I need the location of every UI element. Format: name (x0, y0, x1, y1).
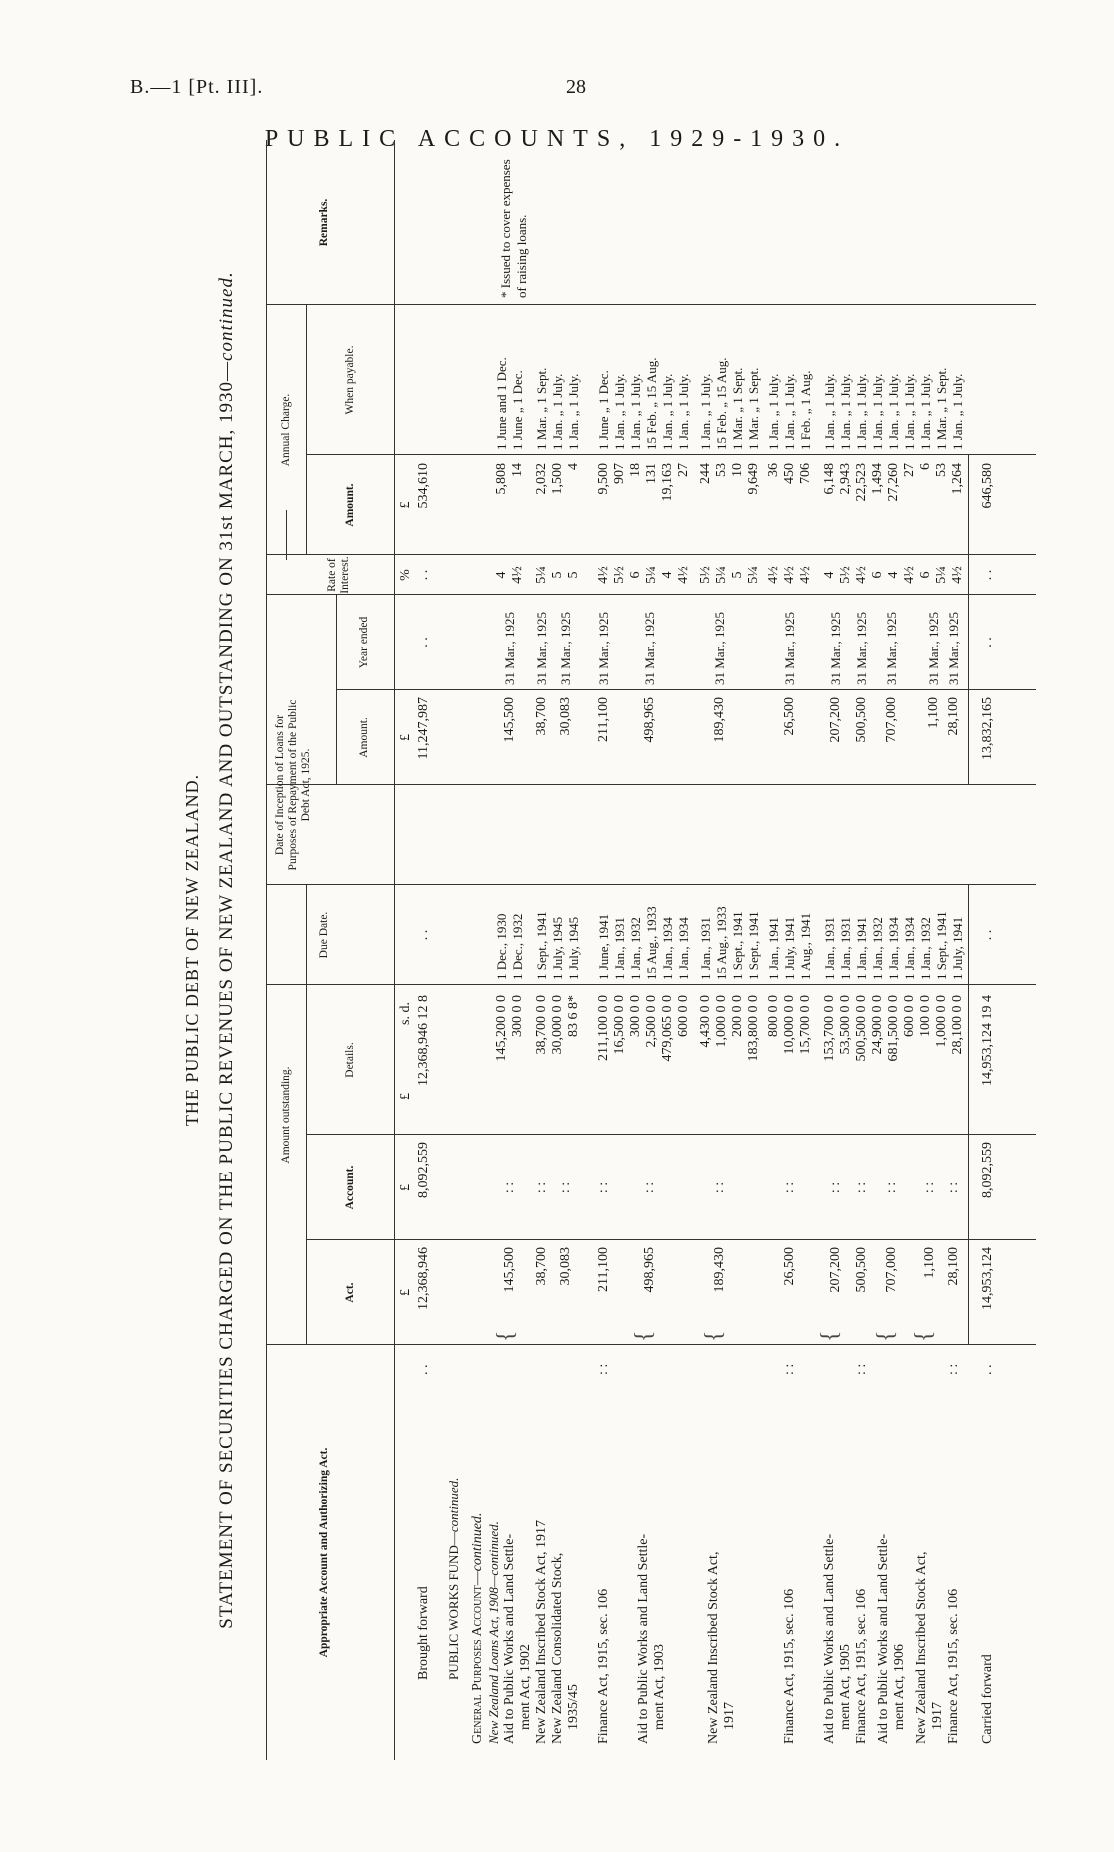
due-date: 15 Aug., 1933 (714, 906, 729, 980)
page-header (0, 0, 1114, 160)
act-line: 1917 (930, 1702, 945, 1730)
rate: 4 (822, 571, 837, 579)
details-value: 1,000 0 0 (934, 995, 949, 1048)
rate: 4½ (854, 566, 869, 584)
details-value: 53,500 0 0 (838, 995, 853, 1055)
account-dots: : : (946, 1181, 961, 1194)
due-date: 1 Dec., 1932 (510, 913, 525, 980)
act-line: Aid to Public Works and Land Settle- (876, 1533, 891, 1744)
due-date: 1 Jan., 1934 (902, 917, 917, 980)
rate: 5¼ (746, 566, 761, 584)
column-rule (266, 884, 1036, 885)
when-payable: 1 Jan. „ 1 July. (676, 373, 691, 450)
account-dots: : : (596, 1181, 611, 1194)
account-dots: : : (828, 1181, 843, 1194)
header-amount-outstanding: Amount outstanding. (280, 1066, 292, 1164)
act-line: Finance Act, 1915, sec. 106 (596, 1588, 611, 1744)
due-date: 1 Aug., 1941 (798, 912, 813, 980)
document-subtitle (216, 140, 238, 1760)
column-rule (266, 984, 1036, 985)
due-date: 1 July, 1945 (550, 916, 565, 980)
unit-pound: £ (398, 1184, 413, 1191)
details-value: 300 0 0 (510, 995, 525, 1037)
brace: { (631, 1330, 657, 1342)
annual-amount: 5,808 (494, 463, 509, 495)
header-appropriate-account: Appropriate Account and Authorizing Act. (318, 1447, 330, 1658)
inception-amount: 1,100 (926, 697, 941, 729)
inception-amount: 28,100 (946, 697, 961, 736)
rate: 5½ (838, 566, 853, 584)
when-payable: 1 Mar. „ 1 Sept. (746, 367, 761, 450)
act-line: Finance Act, 1915, sec. 106 (946, 1588, 961, 1744)
details-value: 16,500 0 0 (612, 995, 627, 1055)
annual-amount: 9,500 (596, 463, 611, 495)
annual-amount: 450 (782, 463, 797, 484)
rate: 5¼ (644, 566, 659, 584)
act-line: ment Act, 1903 (652, 1644, 667, 1730)
when-payable: 1 Jan. „ 1 July. (902, 373, 917, 450)
when-payable: 15 Feb. „ 15 Aug. (644, 357, 659, 450)
due-date: 1 Sept., 1941 (934, 911, 949, 980)
header-annual-amount: Amount. (344, 483, 356, 527)
annual-amount: 4 (566, 463, 581, 470)
subtitle-main: STATEMENT OF SECURITIES CHARGED ON THE PUBLIC REVENUES OF NEW ZEALAND AND OUTSTANDING ON 31st MARCH, 1930— (216, 360, 237, 1629)
annual-amount: 1,500 (550, 463, 565, 495)
when-payable: 1 June „ 1 Dec. (510, 370, 525, 450)
when-payable: 1 Jan. „ 1 July. (950, 373, 965, 450)
details-value: 100 0 0 (918, 995, 933, 1037)
subtitle-continued: continued. (216, 271, 237, 361)
unit-pound: £ (398, 1093, 413, 1100)
amount-outstanding-rule (306, 885, 307, 1345)
act-line: New Zealand Inscribed Stock Act, (706, 1551, 721, 1744)
account-value: 8,092,559 (416, 1142, 431, 1198)
act-line: Aid to Public Works and Land Settle- (502, 1533, 517, 1744)
rate: 4½ (950, 566, 965, 584)
annual-amount: 1,264 (950, 463, 965, 495)
rotated-table-page (170, 140, 1040, 1760)
when-payable: 1 Jan. „ 1 July. (854, 373, 869, 450)
leader-dots: . . (980, 1364, 995, 1375)
brace: { (911, 1330, 937, 1342)
act-line: ment Act, 1906 (892, 1644, 907, 1730)
gpa-continued: continued. (470, 1512, 485, 1572)
when-payable: 1 Jan. „ 1 July. (870, 373, 885, 450)
inception-rule (336, 595, 337, 785)
when-payable: 1 Jan. „ 1 July. (838, 373, 853, 450)
details-value: 30,000 0 0 (550, 995, 565, 1055)
act-line: 1935/45 (566, 1684, 581, 1730)
when-payable: 1 Jan. „ 1 July. (660, 373, 675, 450)
rate: 5½ (698, 566, 713, 584)
header-due-date: Due Date. (318, 911, 330, 959)
due-date: 1 Sept., 1941 (746, 911, 761, 980)
details-value: 12,368,946 12 8 (416, 995, 431, 1086)
year-ended: 31 Mar., 1925 (828, 612, 843, 685)
act-value: 1,100 (922, 1247, 937, 1279)
act-line: ment Act, 1902 (518, 1644, 533, 1730)
header-annual-charge: Annual Charge. (280, 393, 292, 467)
due-date: 1 Jan., 1941 (766, 917, 781, 980)
annual-amount: 22,523 (854, 463, 869, 502)
annual-amount: 9,649 (746, 463, 761, 495)
rate: 4½ (510, 566, 525, 584)
due-date: 1 Jan., 1931 (838, 917, 853, 980)
rate: 5¼ (534, 566, 549, 584)
rate: 6 (628, 571, 643, 579)
annual-amount: 244 (698, 463, 713, 484)
annual-amount: 14 (510, 463, 525, 477)
year-ended: 31 Mar., 1925 (946, 612, 961, 685)
header-year-ended: Year ended (358, 616, 370, 669)
rate: 5 (566, 571, 581, 579)
rate: 5 (550, 571, 565, 579)
due-date: 1 Jan., 1931 (698, 917, 713, 980)
details-value: 145,200 0 0 (494, 995, 509, 1062)
due-date: 1 Jan., 1941 (854, 917, 869, 980)
inception-amount: 211,100 (596, 697, 611, 742)
annual-amount: 27,260 (886, 463, 901, 502)
account-dots: : : (854, 1181, 869, 1194)
annual-amount: 2,943 (838, 463, 853, 495)
when-payable: 1 Mar. „ 1 Sept. (534, 367, 549, 450)
header-act: Act. (344, 1282, 356, 1303)
details-value: 800 0 0 (766, 995, 781, 1037)
due-date: 1 Jan., 1931 (822, 917, 837, 980)
act-line: Aid to Public Works and Land Settle- (636, 1533, 651, 1744)
account-value: 8,092,559 (980, 1142, 995, 1198)
year-ended: 31 Mar., 1925 (642, 612, 657, 685)
act-value: 26,500 (782, 1247, 797, 1286)
act-value: 12,368,946 (416, 1247, 431, 1310)
details-value: 28,100 0 0 (950, 995, 965, 1055)
annual-amount: 10 (730, 463, 745, 477)
rate: 5 (730, 571, 745, 579)
brace: { (817, 1330, 843, 1342)
rate: 4 (494, 571, 509, 579)
year-ended: 31 Mar., 1925 (854, 612, 869, 685)
document-reference: B.—1 [Pt. III]. (130, 76, 264, 98)
act-value: 498,965 (642, 1247, 657, 1293)
header-inception: Date of Inception of Loans for Purposes of Repayment of the Public Debt Act, 1925. (274, 699, 313, 871)
account-dots: : : (712, 1181, 727, 1194)
inception-amount: 145,500 (502, 697, 517, 743)
due-date: 1 July, 1941 (782, 916, 797, 980)
details-value: 479,065 0 0 (660, 995, 675, 1062)
rate: 4½ (766, 566, 781, 584)
due-date: 1 Sept., 1941 (730, 911, 745, 980)
annual-amount: 27 (676, 463, 691, 477)
act-line: 1917 (722, 1702, 737, 1730)
act-value: 38,700 (534, 1247, 549, 1286)
annual-amount: 646,580 (980, 463, 995, 509)
act-value: 707,000 (884, 1247, 899, 1293)
annual-charge-rule (306, 305, 307, 555)
when-payable: 1 Jan. „ 1 July. (886, 373, 901, 450)
column-rule (306, 454, 1036, 455)
carried-forward-label: Carried forward (980, 1654, 995, 1744)
header-inception-amount: Amount. (358, 717, 370, 758)
details-value: 500,500 0 0 (854, 995, 869, 1062)
act-value: 207,200 (828, 1247, 843, 1293)
rate: 4½ (596, 566, 611, 584)
amount-total-rule (968, 885, 969, 1345)
details-value: 10,000 0 0 (782, 995, 797, 1055)
due-date: 1 Jan., 1932 (918, 917, 933, 980)
details-value: 1,000 0 0 (714, 995, 729, 1048)
rate: . . (416, 569, 431, 581)
annual-amount: 36 (766, 463, 781, 477)
details-value: 4,430 0 0 (698, 995, 713, 1048)
rate: 4 (660, 571, 675, 579)
fund-continued: continued. (446, 1477, 461, 1533)
act-value: 189,430 (712, 1247, 727, 1293)
details-value: 15,700 0 0 (798, 995, 813, 1055)
act-line: ment Act, 1905 (838, 1644, 853, 1730)
annual-amount: 2,032 (534, 463, 549, 495)
rate: 5¼ (934, 566, 949, 584)
column-rule (266, 304, 1036, 305)
when-payable: 1 Mar. „ 1 Sept. (934, 367, 949, 450)
brace: { (701, 1330, 727, 1342)
when-payable: 1 Jan. „ 1 July. (550, 373, 565, 450)
due-date: 1 July, 1941 (950, 916, 965, 980)
act-value: 30,083 (558, 1247, 573, 1286)
details-value: 183,800 0 0 (746, 995, 761, 1062)
due-date: 1 Jan., 1931 (612, 917, 627, 980)
gpa-heading: General Purposes Account— (470, 1571, 485, 1744)
details-value: 200 0 0 (730, 995, 745, 1037)
table-top-rule (266, 140, 267, 1760)
act-line: Aid to Public Works and Land Settle- (822, 1533, 837, 1744)
unit-shillings-pence: s. d. (398, 1002, 413, 1025)
brace: { (873, 1330, 899, 1342)
due-date: 1 Jan., 1934 (660, 917, 675, 980)
document-title: THE PUBLIC DEBT OF NEW ZEALAND. (182, 773, 202, 1127)
rate: 6 (918, 571, 933, 579)
due-date: 1 July, 1945 (566, 916, 581, 980)
annual-amount: 706 (798, 463, 813, 484)
annual-amount: 6 (918, 463, 933, 470)
when-payable: 1 Feb. „ 1 Aug. (798, 370, 813, 450)
details-value: 24,900 0 0 (870, 995, 885, 1055)
header-bottom-rule (394, 140, 395, 1760)
due-date: 1 June, 1941 (596, 913, 611, 980)
annual-amount: 1,494 (870, 463, 885, 495)
account-dots: : : (534, 1181, 549, 1194)
account-dots: : : (922, 1181, 937, 1194)
due-date: 1 Dec., 1930 (494, 913, 509, 980)
annual-amount: 6,148 (822, 463, 837, 495)
due-date: 1 Jan., 1934 (676, 917, 691, 980)
year-ended: 31 Mar., 1925 (534, 612, 549, 685)
column-rule (336, 689, 1036, 690)
inception-amount: 13,832,165 (980, 697, 995, 760)
unit-pound: £ (398, 501, 413, 509)
leader-dots: : : (946, 1363, 961, 1375)
details-value: 153,700 0 0 (822, 995, 837, 1062)
act-line: New Zealand Consolidated Stock, (550, 1552, 565, 1744)
inception-amount: 38,700 (534, 697, 549, 736)
act-value: 145,500 (502, 1247, 517, 1293)
act-line: Finance Act, 1915, sec. 106 (854, 1588, 869, 1744)
act-line: New Zealand Inscribed Stock Act, 1917 (534, 1520, 549, 1744)
account-dots: : : (558, 1181, 573, 1194)
due-date: 1 Sept., 1941 (534, 911, 549, 980)
act-line: New Zealand Inscribed Stock Act, (914, 1551, 929, 1744)
page-number: 28 (566, 76, 586, 98)
details-value: 2,500 0 0 (644, 995, 659, 1048)
rate: 4 (886, 571, 901, 579)
due-date: 1 Jan., 1934 (886, 917, 901, 980)
details-value: 211,100 0 0 (596, 995, 611, 1061)
when-payable: 1 Jan. „ 1 July. (566, 373, 581, 450)
rate: 4½ (798, 566, 813, 584)
header-remarks: Remarks. (318, 198, 330, 247)
act-value: 14,953,124 (980, 1247, 995, 1310)
leader-dots: : : (596, 1363, 611, 1375)
act-value: 500,500 (854, 1247, 869, 1293)
header-when-payable: When payable. (344, 345, 356, 415)
fund-heading: PUBLIC WORKS FUND— (446, 1532, 461, 1680)
annual-amount: 907 (612, 463, 627, 484)
rate: 4½ (902, 566, 917, 584)
header-account: Account. (344, 1165, 356, 1210)
remark-footnote: * Issued to cover expenses of raising loans. (498, 159, 529, 298)
act-line: Finance Act, 1915, sec. 106 (782, 1588, 797, 1744)
when-payable: 1 Jan. „ 1 July. (822, 373, 837, 450)
when-payable: 1 Jan. „ 1 July. (698, 373, 713, 450)
inception-amount: 500,500 (854, 697, 869, 743)
year-ended: 31 Mar., 1925 (782, 612, 797, 685)
inception-amount: 207,200 (828, 697, 843, 743)
annual-amount: 18 (628, 463, 643, 477)
securities-table (266, 140, 1036, 1760)
annual-amount: 53 (934, 463, 949, 477)
rate: . . (980, 569, 995, 581)
year-ended: 31 Mar., 1925 (712, 612, 727, 685)
act-line: New Zealand Loans Act, 1908—continued. (486, 1521, 501, 1744)
leader-dots: : : (854, 1363, 869, 1375)
inception-amount: 707,000 (884, 697, 899, 743)
rate: 4½ (676, 566, 691, 584)
details-value: 38,700 0 0 (534, 995, 549, 1055)
inception-amount: 189,430 (712, 697, 727, 743)
rate: 5¼ (714, 566, 729, 584)
when-payable: 1 Jan. „ 1 July. (782, 373, 797, 450)
unit-pound: £ (398, 1289, 413, 1296)
due-date: . . (416, 929, 431, 941)
due-date: . . (980, 929, 995, 941)
details-value: 300 0 0 (628, 995, 643, 1037)
act-value: 211,100 (596, 1247, 611, 1292)
header-details: Details. (344, 1042, 356, 1078)
leader-dots: . . (416, 1364, 431, 1375)
rate: 4½ (782, 566, 797, 584)
brought-forward-label: Brought forward (416, 1586, 431, 1680)
annual-amount: 53 (714, 463, 729, 477)
section-general-purposes-account (470, 1513, 487, 1744)
header-rate-of-interest: Rate of Interest. (326, 556, 352, 594)
inception-amount: 30,083 (558, 697, 573, 736)
when-payable: 1 Jan. „ 1 July. (628, 373, 643, 450)
inception-amount: 26,500 (782, 697, 797, 736)
due-date: 1 Jan., 1932 (870, 917, 885, 980)
unit-pound: £ (398, 734, 413, 741)
running-title: PUBLIC ACCOUNTS, 1929-1930. (264, 126, 850, 152)
year-ended: 31 Mar., 1925 (558, 612, 573, 685)
account-dots: : : (884, 1181, 899, 1194)
rate: 5½ (612, 566, 627, 584)
details-value: 600 0 0 (902, 995, 917, 1037)
when-payable: 1 June and 1 Dec. (494, 357, 509, 450)
year-ended: 31 Mar., 1925 (596, 612, 611, 685)
year-ended: 31 Mar., 1925 (502, 612, 517, 685)
details-value: 681,500 0 0 (886, 995, 901, 1062)
unit-percent: % (398, 569, 413, 581)
when-payable: 1 June „ 1 Dec. (596, 370, 611, 450)
details-value: 14,953,124 19 4 (980, 995, 995, 1086)
brace: { (493, 1330, 519, 1342)
rate: 6 (870, 571, 885, 579)
year-ended: 31 Mar., 1925 (884, 612, 899, 685)
year-ended: . . (416, 637, 431, 648)
annual-amount: 19,163 (660, 463, 675, 502)
annual-amount: 131 (644, 463, 659, 484)
leader-dots: : : (782, 1363, 797, 1375)
when-payable: 15 Feb. „ 15 Aug. (714, 357, 729, 450)
when-payable: 1 Jan. „ 1 July. (766, 373, 781, 450)
when-payable: 1 Mar. „ 1 Sept. (730, 367, 745, 450)
act-value: 28,100 (946, 1247, 961, 1286)
due-date: 1 Jan., 1932 (628, 917, 643, 980)
account-dots: : : (642, 1181, 657, 1194)
year-ended: 31 Mar., 1925 (926, 612, 941, 685)
when-payable: 1 Jan. „ 1 July. (612, 373, 627, 450)
annual-amount: 27 (902, 463, 917, 477)
annual-amount: 534,610 (416, 463, 431, 509)
inception-total-rule (968, 455, 969, 785)
details-value: 83 6 8* (566, 995, 581, 1037)
section-public-works-fund (446, 1478, 462, 1680)
details-value: 600 0 0 (676, 995, 691, 1037)
account-dots: : : (782, 1181, 797, 1194)
due-date: 15 Aug., 1933 (644, 906, 659, 980)
inception-amount: 498,965 (642, 697, 657, 743)
when-payable: 1 Jan. „ 1 July. (918, 373, 933, 450)
inception-amount: 11,247,987 (416, 697, 431, 760)
account-dots: : : (502, 1181, 517, 1194)
year-ended: . . (980, 637, 995, 648)
